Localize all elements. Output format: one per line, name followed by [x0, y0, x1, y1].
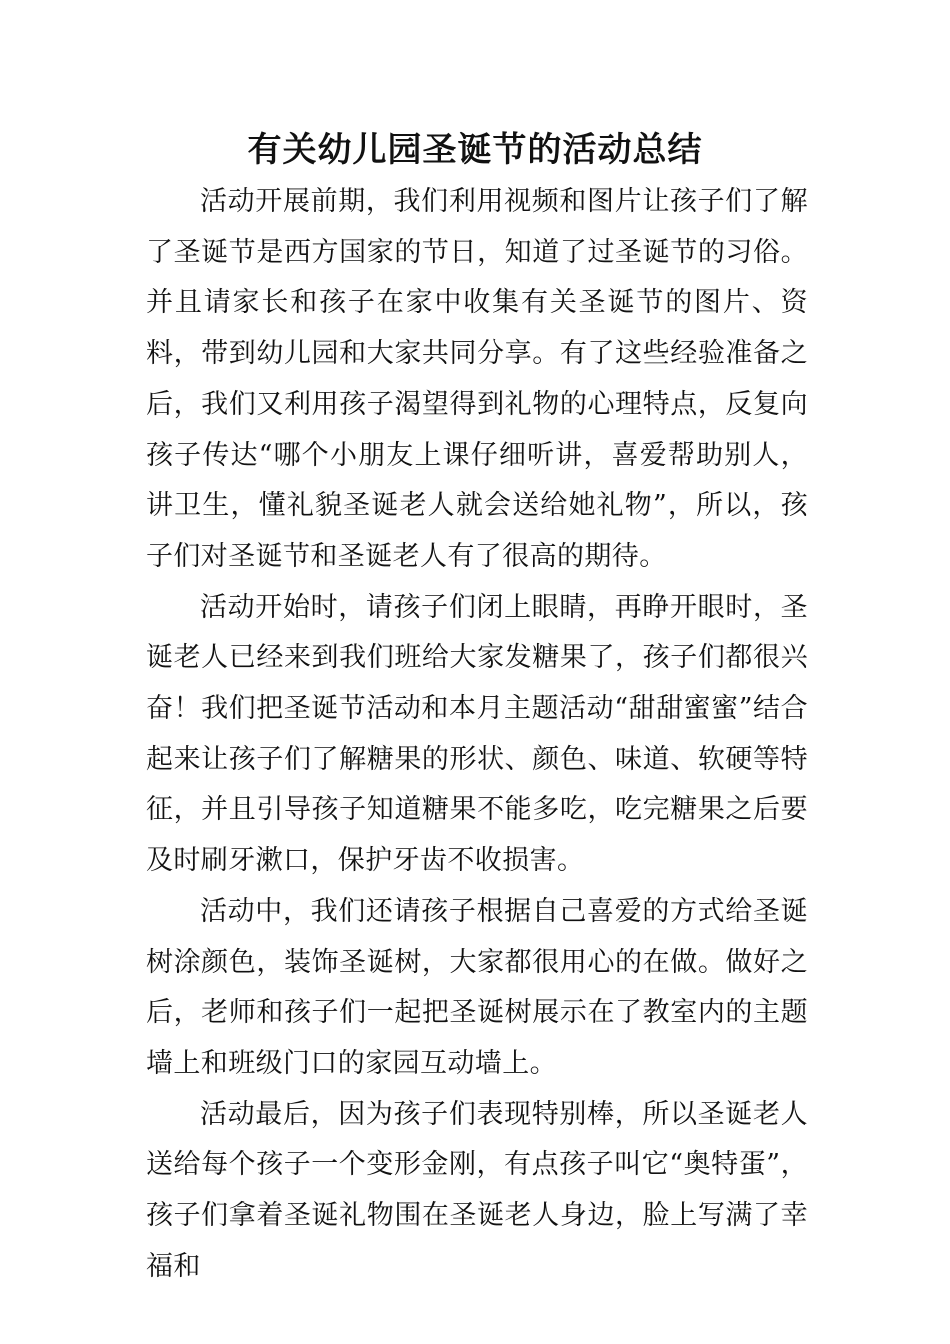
paragraph-2: 活动开始时，请孩子们闭上眼睛，再睁开眼时，圣诞老人已经来到我们班给大家发糖果了，孩子们都很兴奋！我们把圣诞节活动和本月主题活动“甜甜蜜蜜”结合起来让孩子们了解糖果的形状、颜色、味道、软硬等特征，并且引导孩子知道糖果不能多吃，吃完糖果之后要及时刷牙漱口，保护牙齿不收损害。	[146, 591, 808, 877]
paragraph-1: 活动开展前期，我们利用视频和图片让孩子们了解了圣诞节是西方国家的节日，知道了过圣诞节的习俗。并且请家长和孩子在家中收集有关圣诞节的图片、资料，带到幼儿园和大家共同分享。有了这些经验准备之后，我们又利用孩子渴望得到礼物的心理特点，反复向孩子传达“哪个小朋友上课仔细听讲，喜爱帮助别人，讲卫生，懂礼貌圣诞老人就会送给她礼物”，所以，孩子们对圣诞节和圣诞老人有了很高的期待。	[146, 186, 808, 572]
paragraph-3: 活动中，我们还请孩子根据自己喜爱的方式给圣诞树涂颜色，装饰圣诞树，大家都很用心的在做。做好之后，老师和孩子们一起把圣诞树展示在了教室内的主题墙上和班级门口的家园互动墙上。	[146, 895, 808, 1079]
paragraph-4: 活动最后，因为孩子们表现特别棒，所以圣诞老人送给每个孩子一个变形金刚，有点孩子叫它“奥特蛋”，孩子们拿着圣诞礼物围在圣诞老人身边，脸上写满了幸福和	[146, 1098, 808, 1282]
document-body	[146, 177, 808, 1292]
document-title: 有关幼儿园圣诞节的活动总结	[247, 130, 703, 170]
